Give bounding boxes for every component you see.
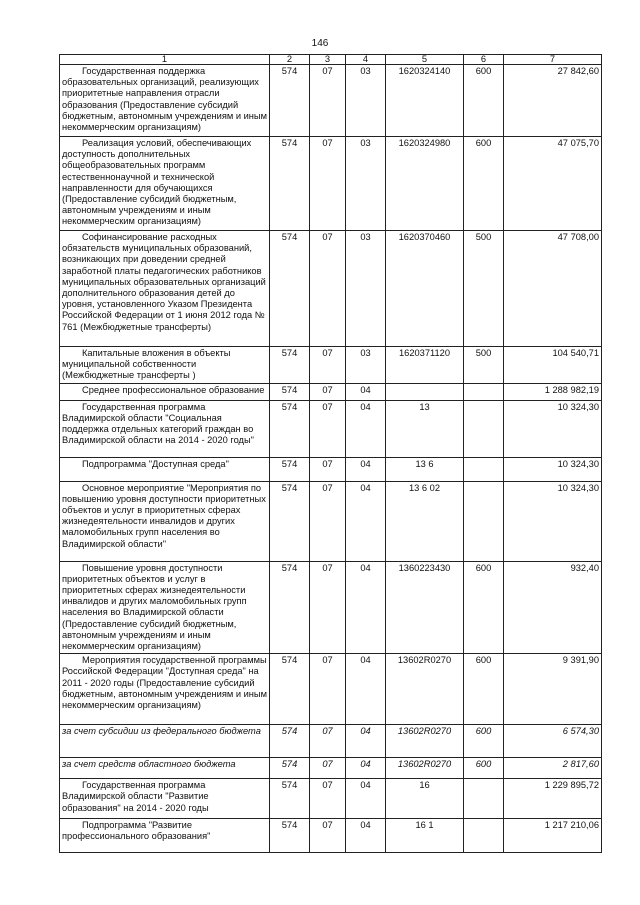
column-header: 7 — [504, 55, 602, 65]
row-code-subsection: 04 — [346, 819, 386, 853]
row-amount: 10 324,30 — [504, 400, 602, 457]
row-amount: 1 229 895,72 — [504, 779, 602, 819]
row-amount: 104 540,71 — [504, 347, 602, 384]
row-name-text: Подпрограмма "Развитие профессионального образования" — [62, 820, 211, 842]
row-code-section: 07 — [310, 725, 346, 758]
row-name-text: Софинансирование расходных обязательств муниципальных образований, возникающих при доведении средней заработной платы педагогических работников муниципальных образовательных организаций дополнительного образования детей до уровня, установленного Указом Президента Российской Федерации от 1 июня 2012 года № 761 (Межбюджетные трансферты) — [62, 232, 266, 332]
row-code-section: 07 — [310, 779, 346, 819]
row-name-text: за счет средств областного бюджета — [62, 759, 236, 770]
row-name — [60, 400, 270, 457]
row-code-subsection: 04 — [346, 654, 386, 725]
table-row — [60, 137, 602, 231]
row-name-text: Государственная поддержка образовательных организаций, реализующих приоритетные направления отрасли образования (Предоставление субсидий бюджетным, автономным учреждениям и иным некоммерческим организациям) — [62, 66, 268, 133]
row-name — [60, 137, 270, 231]
row-code-expense-type: 600 — [464, 725, 504, 758]
row-code-expense-type — [464, 819, 504, 853]
row-code-subsection: 03 — [346, 231, 386, 347]
row-amount: 1 217 210,06 — [504, 819, 602, 853]
row-code-ministry: 574 — [270, 65, 310, 137]
row-code-target — [386, 383, 464, 400]
row-code-target: 13 — [386, 400, 464, 457]
column-header: 6 — [464, 55, 504, 65]
row-name-text: за счет субсидии из федерального бюджета — [62, 726, 261, 737]
table-row — [60, 400, 602, 457]
row-code-subsection: 04 — [346, 457, 386, 481]
budget-table — [59, 54, 602, 853]
page-number: 146 — [311, 38, 329, 49]
row-code-section: 07 — [310, 758, 346, 779]
row-amount: 47 075,70 — [504, 137, 602, 231]
column-header: 1 — [60, 55, 270, 65]
row-code-target: 13 6 — [386, 457, 464, 481]
header-row — [60, 55, 602, 65]
row-name — [60, 654, 270, 725]
row-name — [60, 231, 270, 347]
row-amount: 47 708,00 — [504, 231, 602, 347]
table-row — [60, 779, 602, 819]
row-code-target: 1360223430 — [386, 561, 464, 654]
table-row — [60, 561, 602, 654]
row-amount: 9 391,90 — [504, 654, 602, 725]
row-code-expense-type: 600 — [464, 654, 504, 725]
row-amount: 1 288 982,19 — [504, 383, 602, 400]
row-name — [60, 347, 270, 384]
row-code-target: 1620324980 — [386, 137, 464, 231]
row-name-text: Среднее профессиональное образование — [82, 384, 265, 395]
row-name-text: Государственная программа Владимирской области "Социальная поддержка отдельных категорий граждан во Владимирской области на 2014 - 2020 годы" — [62, 401, 254, 446]
row-code-expense-type — [464, 481, 504, 561]
row-code-section: 07 — [310, 457, 346, 481]
row-code-expense-type: 500 — [464, 231, 504, 347]
row-code-expense-type — [464, 400, 504, 457]
row-code-ministry: 574 — [270, 654, 310, 725]
row-code-subsection: 04 — [346, 725, 386, 758]
row-code-target: 16 1 — [386, 819, 464, 853]
row-code-section: 07 — [310, 231, 346, 347]
row-amount: 10 324,30 — [504, 457, 602, 481]
row-code-ministry: 574 — [270, 561, 310, 654]
row-name-text: Государственная программа Владимирской области "Развитие образования" на 2014 - 2020 годы — [62, 780, 209, 813]
row-code-subsection: 04 — [346, 400, 386, 457]
row-code-expense-type: 600 — [464, 137, 504, 231]
row-code-section: 07 — [310, 481, 346, 561]
row-code-target: 13 6 02 — [386, 481, 464, 561]
row-code-target: 13602R0270 — [386, 758, 464, 779]
row-name — [60, 383, 270, 400]
row-code-subsection: 04 — [346, 481, 386, 561]
row-code-subsection: 03 — [346, 347, 386, 384]
row-name — [60, 779, 270, 819]
row-code-section: 07 — [310, 819, 346, 853]
row-code-target: 13602R0270 — [386, 654, 464, 725]
row-code-expense-type: 600 — [464, 65, 504, 137]
row-code-ministry: 574 — [270, 347, 310, 384]
table-row — [60, 383, 602, 400]
row-code-expense-type — [464, 457, 504, 481]
row-name-text: Повышение уровня доступности приоритетных объектов и услуг в приоритетных сферах жизнедеятельности инвалидов и других маломобильных групп населения во Владимирской области (Предоставление субсидий бюджетным, автономным учреждениям и иным некоммерческим организациям) — [62, 562, 247, 652]
table-row — [60, 347, 602, 384]
row-code-ministry: 574 — [270, 137, 310, 231]
row-code-subsection: 03 — [346, 137, 386, 231]
table-row — [60, 758, 602, 779]
table-row — [60, 481, 602, 561]
row-name-text: Основное мероприятие "Мероприятия по повышению уровня доступности приоритетных объектов и услуг в приоритетных сферах жизнедеятельности инвалидов и других маломобильных групп населения во Владимирской области" — [62, 482, 266, 549]
row-code-subsection: 04 — [346, 779, 386, 819]
row-code-target: 1620370460 — [386, 231, 464, 347]
row-code-expense-type: 600 — [464, 758, 504, 779]
row-name — [60, 561, 270, 654]
row-code-section: 07 — [310, 400, 346, 457]
row-amount: 2 817,60 — [504, 758, 602, 779]
row-code-ministry: 574 — [270, 400, 310, 457]
row-name — [60, 758, 270, 779]
row-name — [60, 457, 270, 481]
row-name — [60, 819, 270, 853]
row-code-expense-type: 500 — [464, 347, 504, 384]
row-code-ministry: 574 — [270, 725, 310, 758]
row-code-expense-type — [464, 779, 504, 819]
row-code-subsection: 04 — [346, 561, 386, 654]
table-row — [60, 819, 602, 853]
table-row — [60, 457, 602, 481]
row-name-text: Подпрограмма "Доступная среда" — [82, 458, 229, 469]
row-name-text: Реализация условий, обеспечивающих доступность дополнительных общеобразовательных программ естественнонаучной и технической направленности для обучающихся (Предоставление субсидий бюджетным, автономным учреждениям и иным некоммерческим организациям) — [62, 138, 252, 227]
table-row — [60, 725, 602, 758]
row-code-subsection: 04 — [346, 383, 386, 400]
row-amount: 27 842,60 — [504, 65, 602, 137]
column-header: 3 — [310, 55, 346, 65]
row-code-ministry: 574 — [270, 779, 310, 819]
column-header: 5 — [386, 55, 464, 65]
table-row — [60, 231, 602, 347]
row-name — [60, 65, 270, 137]
row-code-target: 1620371120 — [386, 347, 464, 384]
row-code-ministry: 574 — [270, 819, 310, 853]
row-code-section: 07 — [310, 654, 346, 725]
row-amount: 932,40 — [504, 561, 602, 654]
row-code-section: 07 — [310, 383, 346, 400]
row-code-target: 13602R0270 — [386, 725, 464, 758]
row-code-expense-type: 600 — [464, 561, 504, 654]
row-code-section: 07 — [310, 347, 346, 384]
row-code-subsection: 03 — [346, 65, 386, 137]
row-code-section: 07 — [310, 561, 346, 654]
row-code-subsection: 04 — [346, 758, 386, 779]
row-code-expense-type — [464, 383, 504, 400]
row-code-target: 16 — [386, 779, 464, 819]
row-code-ministry: 574 — [270, 758, 310, 779]
row-amount: 10 324,30 — [504, 481, 602, 561]
row-code-ministry: 574 — [270, 457, 310, 481]
row-code-ministry: 574 — [270, 231, 310, 347]
table-row — [60, 65, 602, 137]
row-code-section: 07 — [310, 137, 346, 231]
column-header: 4 — [346, 55, 386, 65]
row-name-text: Капитальные вложения в объекты муниципальной собственности (Межбюджетные трансферты ) — [62, 348, 231, 381]
row-code-target: 1620324140 — [386, 65, 464, 137]
row-name-text: Мероприятия государственной программы Российской Федерации "Доступная среда" на 2011 - 2020 годы (Предоставление субсидий бюджетным, автономным учреждениям и иным некоммерческим организациям) — [62, 655, 268, 711]
row-code-ministry: 574 — [270, 383, 310, 400]
row-code-ministry: 574 — [270, 481, 310, 561]
table-row — [60, 654, 602, 725]
row-amount: 6 574,30 — [504, 725, 602, 758]
row-code-section: 07 — [310, 65, 346, 137]
column-header: 2 — [270, 55, 310, 65]
row-name — [60, 725, 270, 758]
row-name — [60, 481, 270, 561]
